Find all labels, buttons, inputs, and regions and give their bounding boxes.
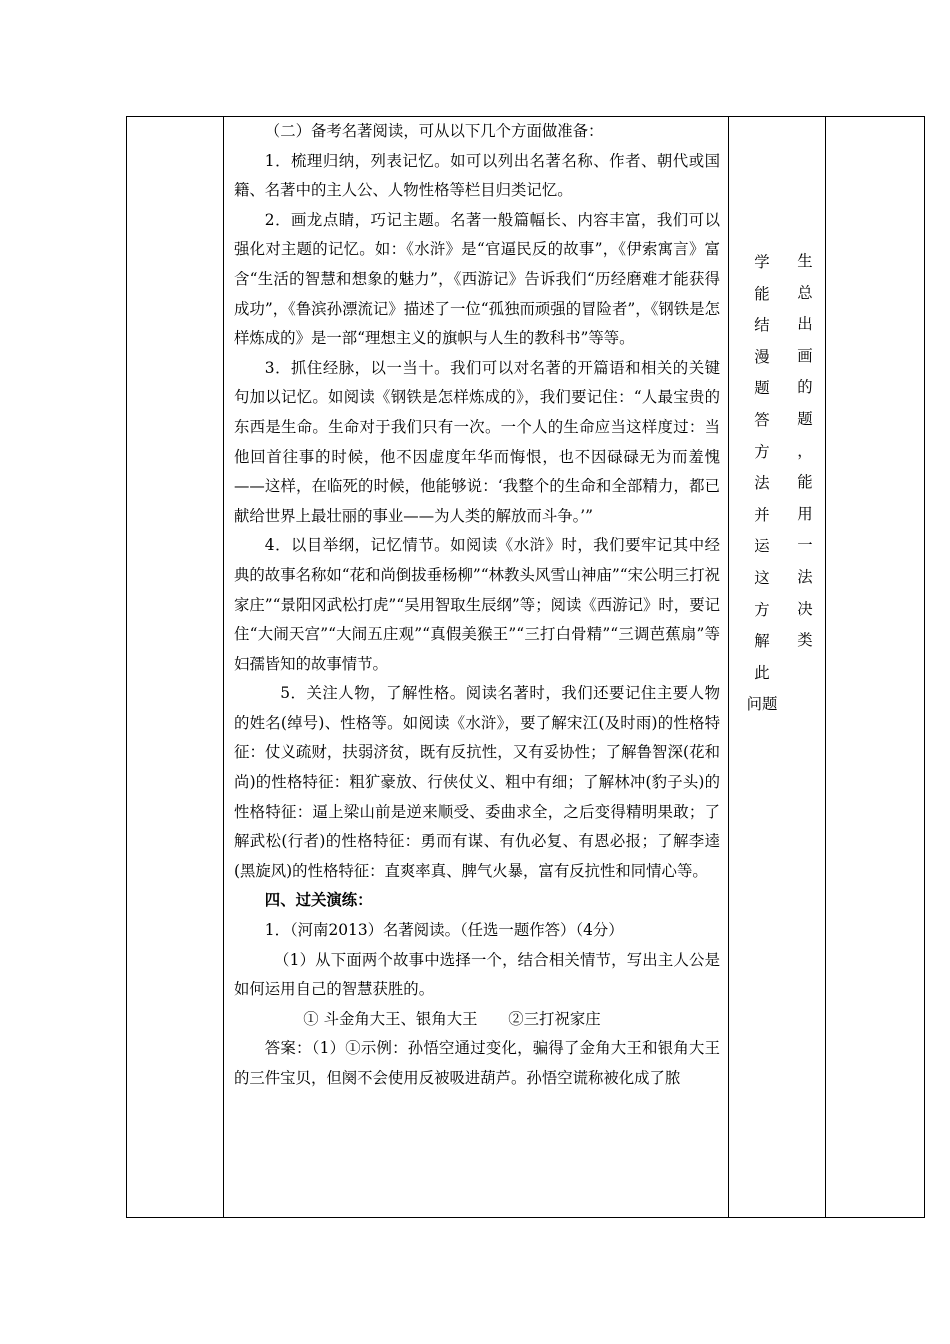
paragraph-1: 1．梳理归纳，列表记忆。如可以列出名著名称、作者、朝代或国籍、名著中的主人公、人物性格等栏目归类记忆。 [234,151,720,200]
objective-vertical-text-right: 生 总 出 画 的 题 ， 能 用 一 法 决 类 [797,252,813,650]
main-content [224,117,728,1217]
objective-vertical-text-left: 学 能 结 漫 题 答 方 法 并 运 这 方 解 此 问题 [746,253,778,714]
paragraph-3: 3．抓住经脉，以一当十。我们可以对名著的开篇语和相关的关键句加以记忆。如阅读《钢铁是怎样炼成的》，我们要记住：“人最宝贵的东西是生命。生命对于我们只有一次。一个人的生命应当这样度过：当他回首往事的时候，他不因虚度年华而悔恨，也不因碌碌无为而羞愧——这样，在临死的时候，他能够说：‘我整个的生命和全部精力，都已献给世界上最壮丽的事业——为人类的解放而斗争。’” [234,358,720,525]
subsection-heading: （二）备考名著阅读，可从以下几个方面做准备： [264,122,604,140]
paragraph-2: 2．画龙点睛，巧记主题。名著一般篇幅长、内容丰富，我们可以强化对主题的记忆。如：《水浒》是“官逼民反的故事”，《伊索寓言》富含“生活的智慧和想象的魅力”，《西游记》告诉我们“历经磨难才能获得成功”，《鲁滨孙漂流记》描述了一位“孤独而顽强的冒险者”，《钢铁是怎样炼成的》是一部“理想主义的旗帜与人生的教科书”等等。 [234,210,720,348]
question-1-options: ① 斗金角大王、银角大王 ②三打祝家庄 [303,1009,601,1028]
empty-right-cell [826,117,925,1218]
answer-text: 答案：（1）①示例：孙悟空通过变化，骗得了金角大王和银角大王的三件宝贝，但阕不会使用反被吸进葫芦。孙悟空谎称被化成了脓 [234,1039,720,1087]
main-content-cell [224,117,729,1218]
question-1: 1．（河南2013）名著阅读。（任选一题作答）（4分） [264,921,624,940]
empty-left-cell [127,117,224,1218]
paragraph-5: 5．关注人物，了解性格。阅读名著时，我们还要记住主要人物的姓名(绰号)、性格等。如阅读《水浒》，要了解宋江(及时雨)的性格特征：仗义疏财，扶弱济贫，既有反抗性，又有妥协性；了解鲁智深(花和尚)的性格特征：粗犷豪放、行侠仗义、粗中有细；了解林冲(豹子头)的性格特征：逼上梁山前是逆来顺受、委曲求全，之后变得精明果敢；了解武松(行者)的性格特征：勇而有谋、有仇必复、有恩必报；了解李逵(黑旋风)的性格特征：直爽率真、脾气火暴，富有反抗性和同情心等。 [234,684,720,880]
section-title: 四、过关演练： [264,891,373,910]
paragraph-4: 4．以目举纲，记忆情节。如阅读《水浒》时，我们要牢记其中经典的故事名称如“花和尚倒拔垂杨柳”“林教头风雪山神庙”“宋公明三打祝家庄”“景阳冈武松打虎”“吴用智取生辰纲”等；阅读《西游记》时，要记住“大闹天宫”“大闹五庄观”“真假美猴王”“三打白骨精”“三调芭蕉扇”等妇孺皆知的故事情节。 [234,536,720,673]
question-1-sub: （1）从下面两个故事中选择一个，结合相关情节，写出主人公是如何运用自己的智慧获胜的。 [234,950,720,999]
